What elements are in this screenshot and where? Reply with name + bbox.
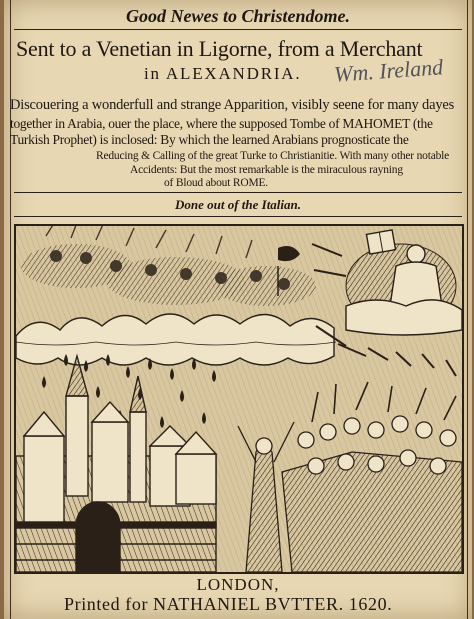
translation-note: Done out of the Italian.	[174, 197, 302, 212]
description-line-5: Accidents: But the most remarkable is the miraculous rayning	[130, 164, 403, 176]
handwritten-signature: Wm. Ireland	[333, 54, 444, 87]
woodcut-illustration	[14, 224, 464, 574]
page-title: Good Newes to Christendome.	[125, 6, 350, 26]
divider-rule	[14, 216, 462, 217]
description-line-2: together in Arabia, ouer the place, where the supposed Tombe of MAHOMET (the	[10, 116, 433, 131]
description-line-4: Reducing & Calling of the great Turke to Christianitie. With many other notable	[96, 150, 450, 162]
subtitle-line-2: in ALEXANDRIA.	[144, 64, 302, 83]
title-page	[4, 0, 472, 619]
imprint-city: LONDON,	[196, 575, 280, 594]
description-line-1: Discouering a wonderfull and strange Apparition, visibly seene for many dayes	[10, 97, 455, 113]
woodcut-drawing	[16, 226, 462, 572]
divider-rule	[14, 192, 462, 193]
description-line-6: of Bloud about ROME.	[164, 177, 268, 189]
description-line-3: Turkish Prophet) is inclosed: By which the learned Arabians prognosticate the	[10, 132, 409, 147]
subtitle-line-1: Sent to a Venetian in Ligorne, from a Merchant	[16, 36, 423, 61]
imprint-printer: Printed for NATHANIEL BVTTER. 1620.	[64, 594, 393, 614]
divider-rule	[14, 29, 462, 30]
